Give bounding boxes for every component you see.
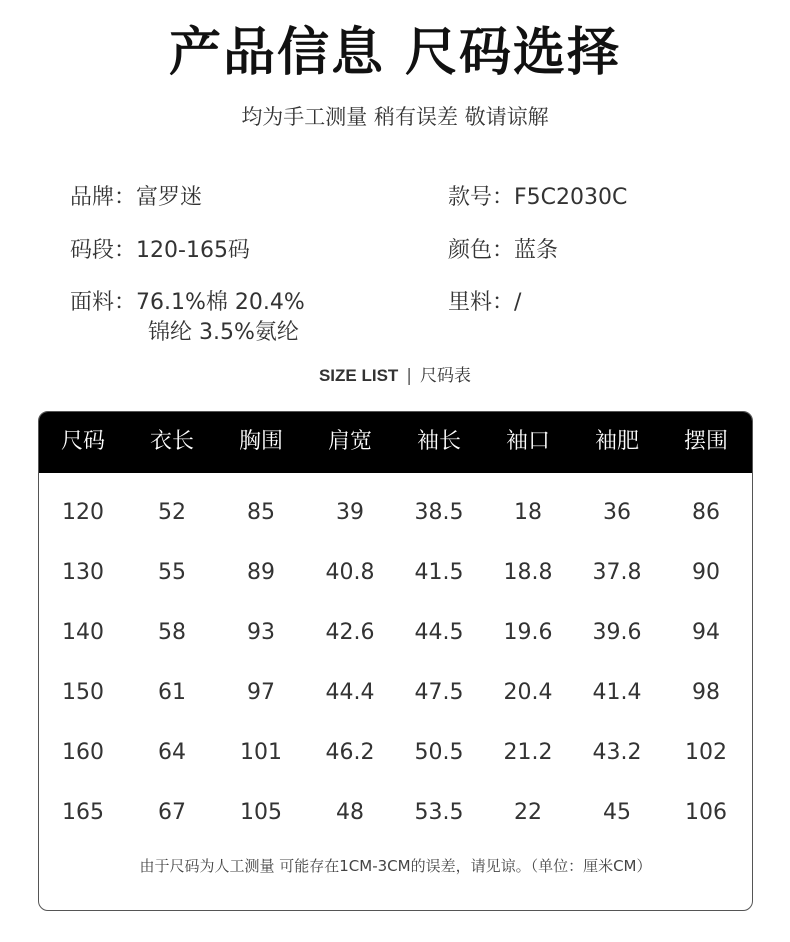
table-cell: 160 [62, 740, 104, 765]
table-cell: 52 [158, 500, 186, 525]
size-range-row [70, 236, 250, 266]
table-cell: 86 [692, 500, 720, 525]
size-table [38, 411, 753, 911]
color-value: 蓝条 [514, 238, 559, 263]
table-cell: 40.8 [325, 560, 375, 585]
size-list-heading [0, 362, 790, 390]
table-cell: 90 [692, 560, 720, 585]
table-cell: 48 [336, 800, 364, 825]
table-cell: 140 [62, 620, 104, 645]
table-cell: 22 [514, 800, 542, 825]
column-header: 袖长 [416, 429, 461, 454]
table-cell: 20.4 [503, 680, 553, 705]
lining-value: / [514, 290, 522, 315]
table-cell: 50.5 [414, 740, 464, 765]
fabric-label: 面料： [70, 290, 137, 315]
fabric-value-line1: 76.1%棉 20.4% [136, 290, 305, 315]
table-cell: 42.6 [325, 620, 375, 645]
style-no-row [448, 183, 627, 213]
table-cell: 19.6 [503, 620, 553, 645]
table-cell: 44.4 [325, 680, 375, 705]
table-cell: 106 [685, 800, 727, 825]
table-cell: 67 [158, 800, 186, 825]
lining-label: 里料： [448, 290, 515, 315]
table-cell: 150 [62, 680, 104, 705]
table-cell: 37.8 [592, 560, 642, 585]
table-cell: 61 [158, 680, 186, 705]
table-cell: 97 [247, 680, 275, 705]
table-cell: 58 [158, 620, 186, 645]
table-cell: 130 [62, 560, 104, 585]
size-list-title-en: SIZE LIST [318, 366, 399, 385]
column-header: 袖肥 [594, 429, 639, 454]
table-cell: 18 [514, 500, 542, 525]
table-cell: 18.8 [503, 560, 553, 585]
column-header: 摆围 [683, 429, 728, 454]
table-cell: 43.2 [592, 740, 642, 765]
page-title: 产品信息 尺码选择 [168, 23, 622, 83]
column-header: 胸围 [238, 429, 283, 454]
style-no-value: F5C2030C [514, 185, 628, 210]
table-cell: 47.5 [414, 680, 464, 705]
table-cell: 44.5 [414, 620, 464, 645]
column-header: 肩宽 [327, 429, 372, 454]
brand-row [70, 183, 202, 213]
table-cell: 89 [247, 560, 275, 585]
color-row [448, 236, 558, 266]
table-cell: 41.4 [592, 680, 642, 705]
column-header: 衣长 [149, 429, 194, 454]
column-header: 袖口 [505, 429, 550, 454]
table-cell: 41.5 [414, 560, 464, 585]
table-cell: 64 [158, 740, 186, 765]
table-cell: 36 [603, 500, 631, 525]
table-cell: 39 [336, 500, 364, 525]
column-header: 尺码 [60, 429, 105, 454]
size-range-value: 120-165码 [136, 238, 250, 263]
style-no-label: 款号： [448, 185, 515, 210]
table-cell: 46.2 [325, 740, 375, 765]
table-cell: 85 [247, 500, 275, 525]
table-cell: 93 [247, 620, 275, 645]
table-cell: 53.5 [414, 800, 464, 825]
table-cell: 98 [692, 680, 720, 705]
size-list-title-cn: 尺码表 [420, 366, 472, 386]
table-cell: 55 [158, 560, 186, 585]
table-cell: 102 [685, 740, 727, 765]
table-footnote: 由于尺码为人工测量 可能存在1CM-3CM的误差，请见谅。（单位：厘米CM） [139, 857, 652, 875]
table-cell: 105 [240, 800, 282, 825]
fabric-row [70, 288, 370, 318]
table-cell: 101 [240, 740, 282, 765]
table-cell: 94 [692, 620, 720, 645]
size-list-separator: | [406, 366, 413, 386]
lining-row [448, 288, 521, 318]
table-cell: 165 [62, 800, 104, 825]
color-label: 颜色： [448, 238, 515, 263]
table-cell: 39.6 [592, 620, 642, 645]
brand-value: 富罗迷 [136, 185, 203, 210]
table-cell: 38.5 [414, 500, 464, 525]
fabric-value-line2: 锦纶 3.5%氨纶 [148, 320, 299, 345]
page-subtitle: 均为手工测量 稍有误差 敬请谅解 [241, 105, 549, 129]
table-cell: 120 [62, 500, 104, 525]
table-cell: 45 [603, 800, 631, 825]
brand-label: 品牌： [70, 185, 137, 210]
table-header [39, 412, 752, 473]
size-range-label: 码段： [70, 238, 137, 263]
table-cell: 21.2 [503, 740, 553, 765]
